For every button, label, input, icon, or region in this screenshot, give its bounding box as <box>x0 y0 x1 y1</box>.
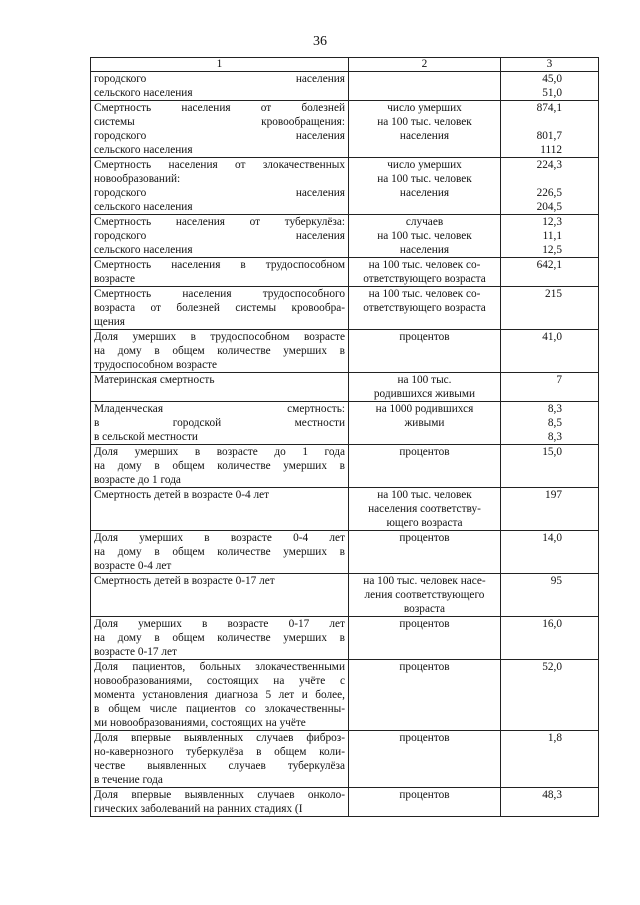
indicator-name-line: в течение года <box>94 774 163 786</box>
unit-cell <box>349 574 501 617</box>
value-line: 8,3 <box>547 403 562 415</box>
indicator-name-line: в городской местности <box>94 417 345 429</box>
unit-line: на 100 тыс. <box>397 374 452 386</box>
indicator-name-cell <box>91 72 349 101</box>
unit-line: населения <box>399 187 450 199</box>
value-cell <box>501 158 599 215</box>
unit-line: на 100 тыс. человек <box>377 116 472 128</box>
indicator-name-cell <box>91 788 349 817</box>
unit-line: на 100 тыс. человек <box>377 230 472 242</box>
table-row <box>91 287 599 330</box>
unit-line: на 100 тыс. человек насе- <box>363 575 486 587</box>
column-header-3: 3 <box>501 58 599 72</box>
unit-line: случаев <box>405 216 444 228</box>
unit-line: на 100 тыс. человек <box>377 489 472 501</box>
indicator-name-line: возрасте 0-4 лет <box>94 560 172 572</box>
value-cell <box>501 330 599 373</box>
table-row <box>91 72 599 101</box>
indicator-name-line: системы кровообращения: <box>94 116 345 128</box>
unit-cell <box>349 788 501 817</box>
indicator-name-line: Доля умерших в возрасте 0-17 лет <box>94 618 345 630</box>
indicator-name-cell <box>91 574 349 617</box>
value-cell <box>501 788 599 817</box>
value-cell <box>501 660 599 731</box>
indicator-name-line: Смертность населения от болезней <box>94 102 345 114</box>
page-number: 36 <box>313 34 327 49</box>
indicator-name-line: сельского населения <box>94 244 193 256</box>
value-line: 12,3 <box>542 216 562 228</box>
indicator-name-cell <box>91 287 349 330</box>
unit-line: процентов <box>399 789 450 801</box>
unit-line: число умерших <box>387 159 462 171</box>
unit-line: населения <box>399 244 450 256</box>
table-header-row <box>91 58 599 72</box>
indicator-name-line: на дому в общем количестве умерших в <box>94 546 345 558</box>
indicator-name-line: но-кавернозного туберкулёза в общем коли- <box>94 746 345 758</box>
value-line: 226,5 <box>536 187 562 199</box>
table-row <box>91 574 599 617</box>
indicator-name-line: возрасте <box>94 273 135 285</box>
indicator-name-cell <box>91 660 349 731</box>
value-cell <box>501 488 599 531</box>
unit-cell <box>349 617 501 660</box>
unit-line: процентов <box>399 331 450 343</box>
indicator-name-line: Доля пациентов, больных злокачественными <box>94 661 345 673</box>
indicator-name-line: Смертность детей в возрасте 0-4 лет <box>94 489 270 501</box>
indicator-name-cell <box>91 215 349 258</box>
indicator-name-cell <box>91 531 349 574</box>
indicator-name-line: в общем числе пациентов со злокачественны- <box>94 703 345 715</box>
unit-cell <box>349 330 501 373</box>
table-body <box>91 72 599 817</box>
indicator-name-line: Смертность детей в возрасте 0-17 лет <box>94 575 275 587</box>
value-cell <box>501 574 599 617</box>
value-line <box>504 172 562 186</box>
value-line: 197 <box>545 489 562 501</box>
table-row <box>91 660 599 731</box>
indicator-name-line: Доля впервые выявленных случаев фиброз- <box>94 732 345 744</box>
indicator-name-line: щения <box>94 316 126 328</box>
indicator-name-line: в сельской местности <box>94 431 198 443</box>
unit-line: ления соответствующего <box>364 589 485 601</box>
indicator-name-cell <box>91 445 349 488</box>
indicator-name-line: Материнская смертность <box>94 374 215 386</box>
unit-cell <box>349 488 501 531</box>
table-row <box>91 488 599 531</box>
unit-cell <box>349 158 501 215</box>
indicator-name-cell <box>91 101 349 158</box>
value-cell <box>501 101 599 158</box>
indicator-name-line: Доля умерших в возрасте 0-4 лет <box>94 532 345 544</box>
unit-line: ответствующего возраста <box>363 302 486 314</box>
value-line: 14,0 <box>542 532 562 544</box>
indicator-name-line: Доля умерших в трудоспособном возрасте <box>94 331 345 343</box>
indicator-name-line: новообразованиями, состоящих на учёте с <box>94 675 345 687</box>
value-cell <box>501 402 599 445</box>
value-line: 95 <box>550 575 562 587</box>
indicator-name-cell <box>91 617 349 660</box>
value-cell <box>501 617 599 660</box>
table-row <box>91 373 599 402</box>
value-cell <box>501 731 599 788</box>
indicator-table <box>90 57 599 817</box>
value-cell <box>501 373 599 402</box>
unit-cell <box>349 402 501 445</box>
table-row <box>91 402 599 445</box>
unit-line: ответствующего возраста <box>363 273 486 285</box>
unit-cell <box>349 373 501 402</box>
table-row <box>91 258 599 287</box>
value-cell <box>501 258 599 287</box>
value-cell <box>501 215 599 258</box>
indicator-name-line: сельского населения <box>94 87 193 99</box>
value-line: 215 <box>545 288 562 300</box>
indicator-name-line: Смертность населения в трудоспособном <box>94 259 345 271</box>
indicator-name-line: Младенческая смертность: <box>94 403 345 415</box>
table-row <box>91 158 599 215</box>
unit-line: возраста <box>403 603 446 615</box>
indicator-name-cell <box>91 258 349 287</box>
table-row <box>91 330 599 373</box>
indicator-name-line: новообразований: <box>94 173 181 185</box>
indicator-name-cell <box>91 402 349 445</box>
unit-line: процентов <box>399 446 450 458</box>
unit-cell <box>349 731 501 788</box>
value-cell <box>501 287 599 330</box>
table-row <box>91 788 599 817</box>
unit-line: живыми <box>404 417 445 429</box>
unit-line: на 100 тыс. человек со- <box>368 259 481 271</box>
unit-line: родившихся живыми <box>373 388 476 400</box>
indicator-name-line: на дому в общем количестве умерших в <box>94 345 345 357</box>
indicator-name-cell <box>91 488 349 531</box>
value-cell <box>501 445 599 488</box>
indicator-name-cell <box>91 158 349 215</box>
value-line: 801,7 <box>536 130 562 142</box>
indicator-name-line: на дому в общем количестве умерших в <box>94 632 345 644</box>
value-line: 8,3 <box>547 431 562 443</box>
unit-cell <box>349 660 501 731</box>
indicator-name-line: гических заболеваний на ранних стадиях (I <box>94 803 303 815</box>
value-line: 11,1 <box>542 230 562 242</box>
indicator-name-line: городского населения <box>94 130 345 142</box>
unit-line: число умерших <box>387 102 462 114</box>
column-header-1: 1 <box>91 58 349 72</box>
table-row <box>91 215 599 258</box>
indicator-name-line: ми новообразованиями, состоящих на учёте <box>94 717 306 729</box>
indicator-name-line: Смертность населения трудоспособного <box>94 288 345 300</box>
indicator-name-line: Доля впервые выявленных случаев онколо- <box>94 789 345 801</box>
unit-cell <box>349 445 501 488</box>
unit-line: населения соответству- <box>368 503 481 515</box>
unit-line: процентов <box>399 532 450 544</box>
indicator-name-line: городского населения <box>94 230 345 242</box>
unit-cell <box>349 531 501 574</box>
unit-cell <box>349 287 501 330</box>
table-row <box>91 445 599 488</box>
indicator-name-line: возрасте до 1 года <box>94 474 181 486</box>
unit-cell <box>349 258 501 287</box>
value-line: 52,0 <box>542 661 562 673</box>
table-row <box>91 531 599 574</box>
indicator-name-line: на дому в общем количестве умерших в <box>94 460 345 472</box>
unit-line: процентов <box>399 732 450 744</box>
value-cell <box>501 531 599 574</box>
unit-cell <box>349 72 501 101</box>
value-line: 45,0 <box>542 73 562 85</box>
value-line: 7 <box>556 374 562 386</box>
value-line: 224,3 <box>536 159 562 171</box>
unit-line: ющего возраста <box>386 517 463 529</box>
indicator-name-cell <box>91 373 349 402</box>
value-line: 1112 <box>540 144 562 156</box>
value-line: 16,0 <box>542 618 562 630</box>
value-line: 8,5 <box>547 417 562 429</box>
unit-line: на 1000 родившихся <box>375 403 474 415</box>
value-line: 12,5 <box>542 244 562 256</box>
indicator-name-line: городского населения <box>94 187 345 199</box>
table-row <box>91 101 599 158</box>
indicator-name-line: сельского населения <box>94 144 193 156</box>
indicator-name-line: честве выявленных случаев туберкулёза <box>94 760 345 772</box>
value-line: 642,1 <box>536 259 562 271</box>
indicator-name-cell <box>91 731 349 788</box>
unit-cell <box>349 215 501 258</box>
column-header-2: 2 <box>349 58 501 72</box>
indicator-name-line: возраста от болезней системы кровообра- <box>94 302 345 314</box>
value-cell <box>501 72 599 101</box>
indicator-name-line: возрасте 0-17 лет <box>94 646 177 658</box>
unit-line: населения <box>399 130 450 142</box>
indicator-name-line: Смертность населения от злокачественных <box>94 159 345 171</box>
unit-line: на 100 тыс. человек со- <box>368 288 481 300</box>
indicator-name-line: городского населения <box>94 73 345 85</box>
value-line: 51,0 <box>542 87 562 99</box>
indicator-name-cell <box>91 330 349 373</box>
value-line: 874,1 <box>536 102 562 114</box>
indicator-table-container <box>90 57 598 817</box>
value-line: 41,0 <box>542 331 562 343</box>
indicator-name-line: Смертность населения от туберкулёза: <box>94 216 345 228</box>
table-row <box>91 731 599 788</box>
value-line <box>504 115 562 129</box>
indicator-name-line: момента установления диагноза 5 лет и более, <box>94 689 345 701</box>
unit-line: на 100 тыс. человек <box>377 173 472 185</box>
value-line: 15,0 <box>542 446 562 458</box>
unit-line: процентов <box>399 618 450 630</box>
value-line: 204,5 <box>536 201 562 213</box>
unit-cell <box>349 101 501 158</box>
indicator-name-line: сельского населения <box>94 201 193 213</box>
indicator-name-line: трудоспособном возрасте <box>94 359 218 371</box>
value-line: 1,8 <box>547 732 562 744</box>
table-row <box>91 617 599 660</box>
value-line: 48,3 <box>542 789 562 801</box>
unit-line: процентов <box>399 661 450 673</box>
indicator-name-line: Доля умерших в возрасте до 1 года <box>94 446 345 458</box>
